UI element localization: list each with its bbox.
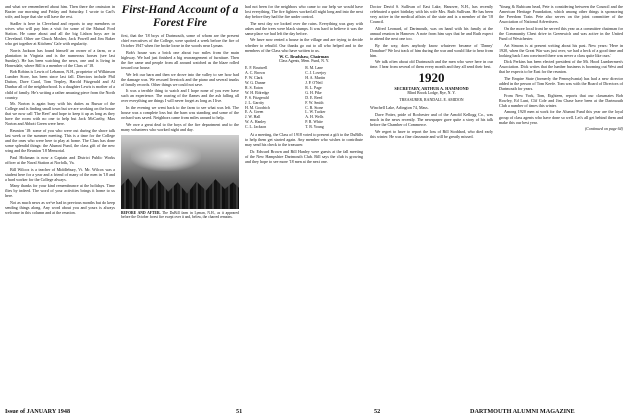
roster-name: R. L. Page: [305, 85, 322, 90]
paragraph: We have now rented a house in the village and are trying to decide whether to rebuild. Our thanks go out to all who helped and to the members of the Class who have written to us.: [245, 37, 363, 53]
paragraph: Norris Jackson has found himself an owner of a farm, or a plantation in Virginia and is the numerous horses (see last Sunday). He has been watching the news, one and is living in Honesdale, where Bill is a member of the Class of '18.: [5, 47, 115, 68]
paragraph: We talk often about old Dartmouth and the men who were here in our time. I hear from several of them every month and they all send their best.: [370, 59, 493, 70]
roster-name: W. H. Eldredge: [245, 90, 270, 95]
paragraph: The Empire State (formerly the Pennsylvania) has had a new director added in the person of Tom Keefe. Tom was with the Board of Directors of Dartmouth for years.: [499, 75, 623, 92]
paragraph: Winchell Lake, Arlington 74, Mass.: [370, 105, 429, 111]
roster-name: W. G. Dunne: [245, 81, 266, 86]
roster-heading: W. C. Bradshaw, Chairman: [279, 54, 329, 60]
roster-name: H. A. Martin: [305, 76, 326, 81]
roster-name: W. A. Hanley: [245, 120, 267, 125]
secretary-address: Blind Brook Lodge, Rye, N. Y.: [407, 91, 456, 96]
roster-left-column: [245, 66, 303, 130]
class-agent-roster: [245, 66, 363, 130]
paragraph: On the more local front he served this year as a committee chairman for the Community Chest drive in Greenwich and was active in the United Fund of Westchester.: [499, 25, 623, 41]
paragraph: Mr. Norton is again busy with his duties as Bursar of the College and is finding small town but we are working on the house that we now call 'The Reef' and hope to keep it up as long as they have the room with no one to help but Jack McCarthy, Max Norton and Abbott Green were here.: [5, 101, 115, 127]
paragraph: Dave Potter, pride of Rochester and of the Arnold Kellogg Co., was much in the news recently. The newspaper gave quite a story of his talk before the Chamber of Commerce.: [370, 112, 493, 128]
roster-name: P. R. White: [305, 120, 323, 125]
paragraph: Art Simons is at present writing about his past. New years: 'Here in 1920, when the Great War was just over, we had a heck of a good time and looking back I am convinced there was never a class quite like ours.': [499, 42, 623, 58]
roster-name: L. W. Tucker: [305, 110, 326, 115]
paragraph: At a meeting, the Class of 1918 voted to present a gift to the DuBills to help them get started again. Any member who wishes to contribute may send his check to the treasurer.: [245, 132, 363, 148]
roster-name: H. M. Goodrich: [245, 105, 270, 110]
roster-name: F. S. Fitzgerald: [245, 95, 269, 100]
roster-name: A. H. Wells: [305, 115, 324, 120]
roster-name: R. M. Lane: [305, 66, 323, 71]
paragraph: Stadler is here in Cleveland and reports to any members or wives who will pay him a visit for some of the Mutual Ford Station. He came about and all the big Lisbon boys are in Cleveland. Other are Chuck Mosher, Jack Powell and Jim Baker who get together at Kitchens' Cafe with regularity.: [5, 20, 115, 46]
issue-date: Issue of JANUARY 1948: [5, 408, 71, 415]
paragraph: It was a terrible thing to watch and I hope none of you ever have such an experience. The roaring of the flames and the ash falling all over everything are things I will never forget as long as I live.: [121, 88, 239, 104]
charred-trees-shape: [121, 171, 239, 209]
roster-name: R. S. Eaton: [245, 85, 263, 90]
roster-name: C. R. Stone: [305, 105, 324, 110]
column-1: [5, 4, 115, 406]
paragraph: Bob Robins is Lewis of Lebanon, N.H., proprietor of Wilkinson Lumber Store, has been since last fall. Directors include Phil Dutton, Dave Carol, Tom Terpley, Harold Fitzgerald and Al Dunbar all of the neighborhood. Is a daughter Lewis is mother of a child of family. He's writing a rather amusing piece from the North country.: [5, 69, 115, 100]
photo-caption: [121, 211, 239, 220]
paragraph: Bob's house was a brick one about two miles from the main highway. We had just finished a big rearrangement of furniture. Then the fire came and people from all around watched as the blaze rolled toward our house.: [121, 49, 239, 70]
roster-name: G. H. Pike: [305, 90, 322, 95]
paragraph: Paul Hickman is now a Captain and District Public Works officer at the Naval Station at Norfolk, Va.: [5, 154, 115, 165]
caption-text: The DuBill farm in Lyman, N.H., as it appeared before the October forest fire swept over it and, below, the charred remains.: [121, 210, 239, 220]
roster-name: F. W. Clark: [245, 76, 263, 81]
secretary-heading: SECRETARY, ARTHUR A. HAMMOND: [394, 86, 469, 92]
roster-name: T. B. Young: [305, 125, 324, 130]
forest-fire-photo: [121, 135, 239, 209]
paragraph: We regret to have to report the loss of Bill Stoddard, who died early this winter. He was a fine classmate and will be greatly missed.: [370, 128, 493, 139]
paragraph: had not been for the neighbors who came to our help we would have lost everything. The fire fighters worked all night long and into the next day before they had the fire under control.: [245, 4, 363, 20]
page-number-left: 51: [236, 408, 243, 415]
paragraph: We left our barn and then we drove into the valley to see how bad the damage was. We rescued livestock and the piano and several trunks of family records. Other things we could not save.: [121, 71, 239, 87]
roster-name: J. P. O'Neil: [305, 81, 323, 86]
roster-name: E. F. Boutwell: [245, 66, 268, 71]
paragraph: We owe a great deal to the boys of the fire department and to the many volunteers who worked night and day.: [121, 121, 239, 132]
caption-lead: BEFORE AND AFTER.: [121, 210, 161, 215]
class-year-heading: 1920: [418, 70, 445, 86]
roster-name: J. W. Hall: [245, 115, 261, 120]
column-5: [499, 4, 623, 406]
paragraph: Reunion '18: some of you who were out during the shore talk last week or the summer meeting. This is a time for the College and the ones who were here to play at home. The Class has done some splendid things: the Alumni Fund, the class gift of the new wing and the Reunion '18 Memorial.: [5, 128, 115, 154]
column-4: [370, 4, 493, 406]
paragraph: From New York, Tom, Eighteen, reports that our classmates Bob Rowley, Ed Lunt, Clif Cole and Jim Chase have been at the Dartmouth Club a number of times this winter.: [499, 92, 623, 108]
column-2: [121, 4, 239, 406]
paragraph: Alfred Leonard, of Dartmouth, was on hand with his family at the annual reunion in Hanover. A note from him says that he and Ruth expect to attend the next one too.: [370, 25, 493, 41]
article-headline: First-Hand Account of a Forest Fire: [121, 4, 239, 29]
roster-name: A. C. Brown: [245, 71, 265, 76]
roster-subheading: Class Agents, Mem. Fund, N. Y.: [278, 59, 330, 64]
smoke-shape: [131, 141, 201, 171]
treasurer-heading: TREASURER, RANDALL E. AMIDON: [399, 98, 464, 103]
paragraph: Among 1920 men at work for the Alumni Fund this year are the loyal group of class agents who have done so well. Let's all get behind them and make this our best year.: [499, 109, 623, 125]
paragraph: Not as much news as we've had in previous months but do keep sending things along. Any word about you and yours is always welcome in this column and at the reunion.: [5, 200, 115, 216]
roster-name: J. L. Garrity: [245, 100, 265, 105]
paragraph: The next day we looked over the ruins. Everything was gray with ashes and the trees were black stumps. It was hard to believe it was the same place we had left the day before.: [245, 20, 363, 36]
paragraph: By the way, does anybody know whatever became of 'Danny' Donahue? We lost track of him during the war and would like to hear from him.: [370, 42, 493, 58]
paragraph: Doctor David S. Sullivan of East Lake, Hanover, N.H., has recently celebrated a quiet birthday with his wife Mrs. Ruth Sullivan. He has been very active in the medical affairs of the state and is a member of the '18 Council.: [370, 4, 493, 25]
paragraph: Many thanks for your kind remembrance at the holidays. Time flies by indeed. The word of your activities brings it home to us here.: [5, 183, 115, 199]
magazine-title: DARTMOUTH ALUMNI MAGAZINE: [470, 408, 575, 415]
roster-name: F. W. Smith: [305, 100, 324, 105]
paragraph: Bill Wilcox is a teacher of Middlebury, Vt. Mr. Wilcox was a student here for a year and a friend of many of the men in '18 and a hard worker for the College always.: [5, 166, 115, 182]
paragraph: Dr. Edward Brown and Bill Hanley were guests at the fall meeting of the New Hampshire Dartmouth Club. Bill says the club is growing and they hope to see more '18 men at the next one.: [245, 148, 363, 164]
paragraph: and what we remembered about him. Then there the omission in Baxter our morning and Friday and Saturday. I wrote to Carl's wife, and hope that she will have the rest.: [5, 4, 115, 20]
paragraph: first, that the '18 boys of Dartmouth, some of whom are the present chief executives of the College, were spotted a week before the fire of October 1947 when fire broke loose in the woods near Lyman.: [121, 33, 239, 49]
roster-name: E. A. Green: [245, 110, 264, 115]
roster-right-column: [305, 66, 363, 130]
roster-name: C. L. Jackson: [245, 125, 267, 130]
page-number-right: 52: [374, 408, 381, 415]
roster-name: D. E. Reed: [305, 95, 323, 100]
column-3: [245, 4, 363, 406]
continued-note: (Continued on page 64): [584, 126, 623, 132]
roster-name: C. J. Lovejoy: [305, 71, 327, 76]
paragraph: In the evening we went back to the farm to see what was left. The house was a complete loss but the barn was standing and some of the orchard was saved. Neighbors came from miles around to help.: [121, 104, 239, 121]
paragraph: 'Young & Rubicam head, Pete is considering between the Council and the American Heritage Foundation, which among other things is sponsoring the Freedom Train. Pete also serves on the joint committee of the Association of National Advertisers.: [499, 4, 623, 25]
paragraph: Dick Perkins has been elected president of the Mt. Hood Lumbermen's Association. Dick writes that the lumber business is booming out West and that he expects to be East for the reunion.: [499, 59, 623, 75]
